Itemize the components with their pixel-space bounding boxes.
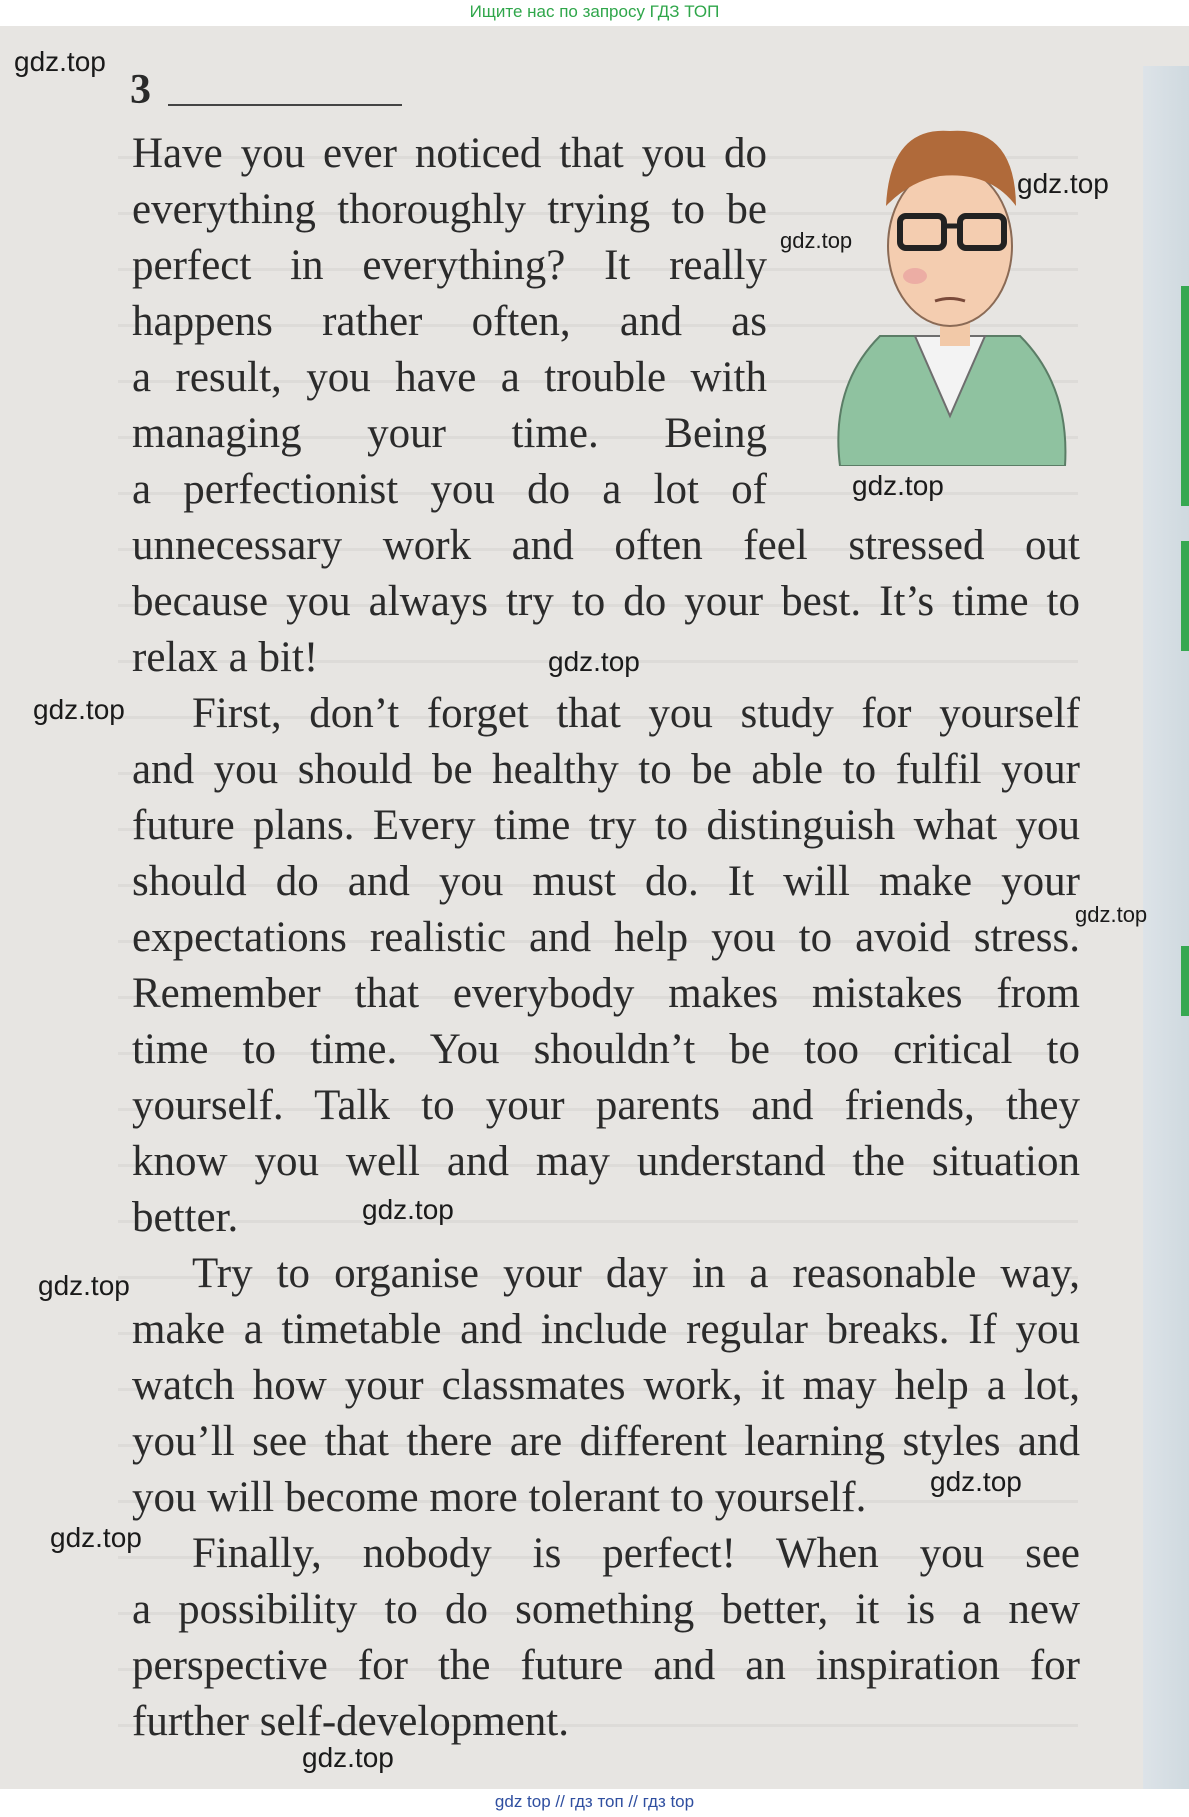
text-line: perspective for the future and an inspiration for bbox=[132, 1642, 1080, 1689]
answer-line bbox=[168, 104, 402, 106]
section-tab bbox=[1181, 286, 1189, 506]
text-line: a possibility to do something better, it is a new bbox=[132, 1586, 1080, 1633]
text-line: managing your time. Being bbox=[132, 410, 767, 457]
text-line: Try to organise your day in a reasonable way, bbox=[192, 1250, 1080, 1297]
section-tab bbox=[1181, 946, 1189, 1016]
text-line: watch how your classmates work, it may help a lot, bbox=[132, 1362, 1080, 1409]
watermark: gdz.top bbox=[1075, 902, 1148, 927]
text-line: Finally, nobody is perfect! When you see bbox=[192, 1530, 1080, 1577]
watermark: gdz.top bbox=[930, 1466, 1022, 1497]
text-line: and you should be healthy to be able to fulfil your bbox=[132, 746, 1080, 793]
watermark: gdz.top bbox=[302, 1742, 394, 1773]
watermark: gdz.top bbox=[50, 1522, 142, 1553]
footer-links[interactable]: gdz top // гдз топ // гдз top bbox=[0, 1789, 1189, 1817]
watermark: gdz.top bbox=[1017, 168, 1109, 199]
text-line: Have you ever noticed that you do bbox=[132, 130, 767, 177]
text-line: further self-development. bbox=[132, 1698, 569, 1745]
exercise-number: 3 bbox=[130, 67, 151, 113]
text-line: relax a bit! bbox=[132, 634, 319, 681]
section-tab bbox=[1181, 541, 1189, 651]
watermark: gdz.top bbox=[38, 1270, 130, 1301]
watermark: gdz.top bbox=[852, 470, 944, 501]
text-line: a result, you have a trouble with bbox=[132, 354, 767, 401]
text-line: should do and you must do. It will make your bbox=[132, 858, 1080, 905]
text-line: unnecessary work and often feel stressed out bbox=[132, 522, 1080, 569]
watermark: gdz.top bbox=[780, 228, 853, 253]
text-line: happens rather often, and as bbox=[132, 298, 767, 345]
watermark: gdz.top bbox=[548, 646, 640, 677]
text-line: future plans. Every time try to distinguish what you bbox=[132, 802, 1080, 849]
text-line: better. bbox=[132, 1194, 239, 1241]
text-line: a perfectionist you do a lot of bbox=[132, 466, 767, 513]
watermark: gdz.top bbox=[362, 1194, 454, 1225]
text-line: First, don’t forget that you study for yourself bbox=[192, 690, 1080, 737]
text-line: you’ll see that there are different learning styles and bbox=[132, 1418, 1080, 1465]
text-line: yourself. Talk to your parents and friends, they bbox=[132, 1082, 1080, 1129]
text-line: know you well and may understand the situation bbox=[132, 1138, 1080, 1185]
text-line: you will become more tolerant to yourself. bbox=[132, 1474, 867, 1521]
textbook-page bbox=[0, 26, 1189, 1789]
page-edge bbox=[1143, 66, 1189, 1789]
top-banner[interactable]: Ищите нас по запросу ГДЗ ТОП bbox=[0, 0, 1189, 26]
text-line: everything thoroughly trying to be bbox=[132, 186, 767, 233]
text-line: make a timetable and include regular breaks. If you bbox=[132, 1306, 1080, 1353]
text-line: Remember that everybody makes mistakes from bbox=[132, 970, 1080, 1017]
watermark: gdz.top bbox=[33, 694, 125, 725]
student-illustration bbox=[820, 86, 1080, 466]
text-line: time to time. You shouldn’t be too critical to bbox=[132, 1026, 1080, 1073]
text-line: perfect in everything? It really bbox=[132, 242, 767, 289]
text-line: because you always try to do your best. It’s time to bbox=[132, 578, 1080, 625]
text-line: expectations realistic and help you to avoid stress. bbox=[132, 914, 1080, 961]
watermark: gdz.top bbox=[14, 46, 106, 77]
